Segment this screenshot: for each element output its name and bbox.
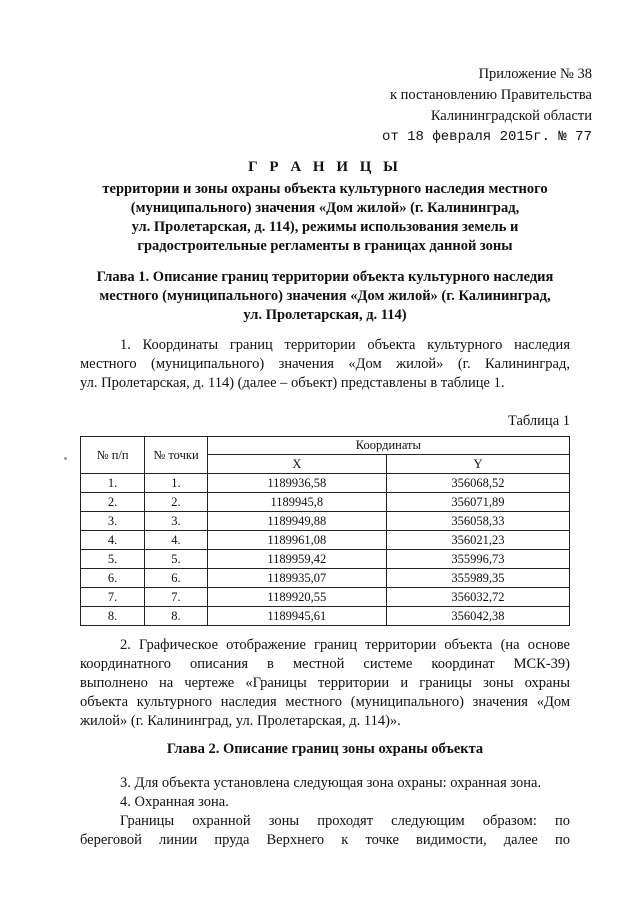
chapter-line: Глава 2. Описание границ зоны охраны объекта [166,741,484,757]
cell-num: 1. [81,474,145,493]
table-row [81,607,570,626]
cell-x: 1189935,07 [207,569,386,588]
title-line: ул. Пролетарская, д. 114), режимы использования земель и [131,219,519,235]
header-y: Y [386,455,569,474]
cell-point: 7. [145,588,208,607]
cell-num: 6. [81,569,145,588]
chapter-line: Глава 1. Описание границ территории объекта культурного наследия [96,269,554,285]
table-row [81,569,570,588]
cell-num: 7. [81,588,145,607]
paragraph-line: выполнено на чертеже «Границы территории и границы зоны охраны [80,675,570,691]
paragraph-line: ул. Пролетарская, д. 114) (далее – объект) представлены в таблице 1. [80,375,505,391]
chapter-1-heading [80,268,570,325]
title-line: (муниципального) значения «Дом жилой» (г. Калининград, [130,200,520,216]
paragraph-line: 1. Координаты границ территории объекта культурного наследия [120,337,570,353]
cell-x: 1189945,8 [207,493,386,512]
appendix-region: Калининградской области [430,108,592,124]
paragraph-line: береговой линии пруда Верхнего к точке видимости, далее по [80,832,570,848]
paragraph-line: объекта культурного наследия местного (муниципального) значения «Дом [80,694,570,710]
cell-x: 1189959,42 [207,550,386,569]
cell-y: 356071,89 [386,493,569,512]
header-x: X [207,455,386,474]
paragraph-3 [80,774,570,850]
cell-num: 8. [81,607,145,626]
appendix-number: Приложение № 38 [478,66,592,82]
header-point: № точки [145,437,208,474]
cell-num: 3. [81,512,145,531]
table-row [81,474,570,493]
cell-point: 8. [145,607,208,626]
cell-y: 356032,72 [386,588,569,607]
scan-speck [64,457,67,460]
document-title [80,158,570,256]
chapter-line: ул. Пролетарская, д. 114) [243,307,407,323]
chapter-2-heading [80,740,570,759]
paragraph-line: 2. Графическое отображение границ территории объекта (на основе [120,637,570,653]
table-row [81,588,570,607]
cell-num: 2. [81,493,145,512]
paragraph-line: 4. Охранная зона. [120,794,229,810]
title-line: градостроительные регламенты в границах данной зоны [137,238,513,254]
cell-point: 1. [145,474,208,493]
cell-y: 355996,73 [386,550,569,569]
cell-x: 1189920,55 [207,588,386,607]
title-heading: Г Р А Н И Ц Ы [248,159,402,175]
cell-point: 5. [145,550,208,569]
table-caption: Таблица 1 [507,413,570,429]
cell-point: 6. [145,569,208,588]
cell-point: 3. [145,512,208,531]
cell-point: 2. [145,493,208,512]
cell-y: 356058,33 [386,512,569,531]
cell-x: 1189936,58 [207,474,386,493]
cell-x: 1189961,08 [207,531,386,550]
cell-num: 4. [81,531,145,550]
appendix-resolution: к постановлению Правительства [390,87,592,103]
cell-num: 5. [81,550,145,569]
coordinates-table [80,436,570,626]
chapter-line: местного (муниципального) значения «Дом жилой» (г. Калининград, [99,288,551,304]
paragraph-line: координатного описания в местной системе координат МСК-39) [80,656,570,672]
table-row [81,531,570,550]
appendix-date: от 18 февраля 2015г. № 77 [381,129,592,145]
paragraph-line: 3. Для объекта установлена следующая зона охраны: охранная зона. [120,775,542,791]
cell-y: 355989,35 [386,569,569,588]
title-line: территории и зоны охраны объекта культурного наследия местного [102,181,548,197]
table-row [81,550,570,569]
table-row [81,512,570,531]
appendix-block [332,64,592,148]
paragraph-line: местного (муниципального) значения «Дом жилой» (г. Калининград, [80,356,570,372]
cell-y: 356068,52 [386,474,569,493]
paragraph-line: жилой» (г. Калининград, ул. Пролетарская, д. 114)». [80,713,401,729]
cell-y: 356042,38 [386,607,569,626]
cell-y: 356021,23 [386,531,569,550]
cell-x: 1189945,61 [207,607,386,626]
paragraph-line: Границы охранной зоны проходят следующим образом: по [120,813,570,829]
cell-point: 4. [145,531,208,550]
cell-x: 1189949,88 [207,512,386,531]
header-coordinates: Координаты [207,437,569,455]
paragraph-2 [80,636,570,731]
paragraph-1 [80,336,570,393]
table-row [81,493,570,512]
header-num: № п/п [81,437,145,474]
